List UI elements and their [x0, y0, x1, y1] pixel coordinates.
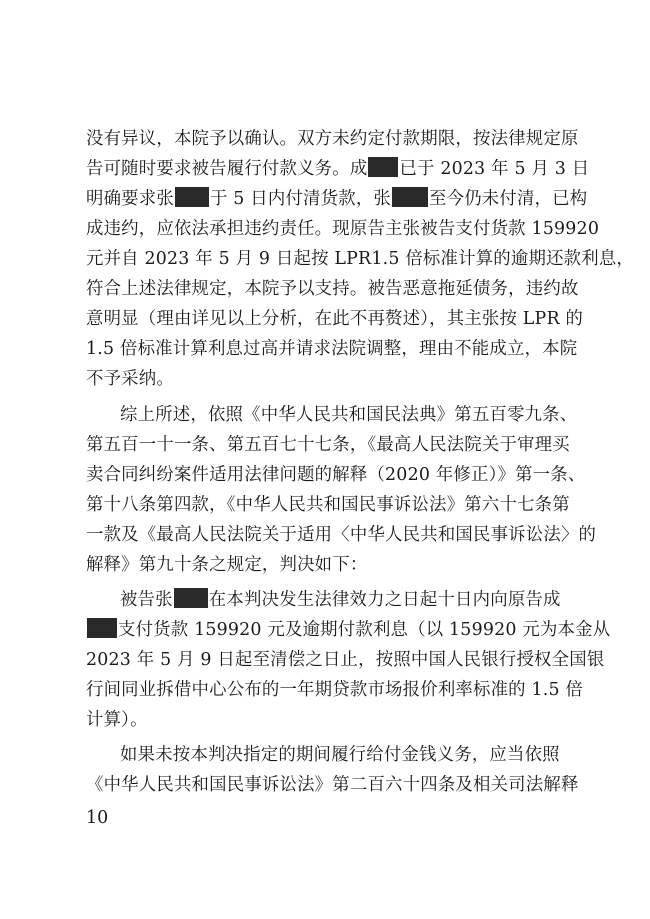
redaction-block — [175, 187, 209, 207]
text-fragment: 告可随时要求被告履行付款义务。成 — [86, 159, 368, 179]
redaction-block — [368, 157, 398, 177]
text-line: 意明显（理由详见以上分析，在此不再赘述），其主张按 LPR 的 — [86, 309, 584, 329]
text-line: 《中华人民共和国民事诉讼法》第二百六十四条及相关司法解释 — [86, 775, 579, 795]
text-line — [86, 157, 590, 181]
text-line: 一款及《最高人民法院关于适用〈中华人民共和国民事诉讼法〉的 — [86, 525, 597, 545]
redaction-block — [87, 618, 117, 638]
text-line: 第十八条第四款，《中华人民共和国民事诉讼法》第六十七条第 — [86, 495, 570, 515]
text-line: 解释》第九十条之规定，判决如下： — [86, 555, 368, 575]
text-line: 符合上述法律规定，本院予以支持。被告恶意拖延债务，违约故 — [86, 279, 579, 299]
text-line: 第五百一十一条、第五百七十七条，《最高人民法院关于审理买 — [86, 435, 570, 455]
text-fragment: 至今仍未付清，已构 — [429, 189, 588, 209]
text-line: 不予采纳。 — [86, 369, 174, 389]
text-line — [86, 618, 611, 642]
text-line: 成违约，应依法承担违约责任。现原告主张被告支付货款 159920 — [86, 219, 600, 239]
redaction-block — [392, 187, 428, 207]
page-number: 10 — [86, 808, 109, 828]
text-fragment: 明确要求张 — [86, 189, 174, 209]
redaction-block — [174, 588, 208, 608]
text-line: 如果未按本判决指定的期间履行给付金钱义务，应当依照 — [120, 745, 560, 765]
text-fragment: 已于 2023 年 5 月 3 日 — [399, 159, 590, 179]
text-line: 计算）。 — [86, 710, 148, 730]
text-line: 行间同业拆借中心公布的一年期贷款市场报价利率标准的 1.5 倍 — [86, 680, 584, 700]
text-line: 1.5 倍标准计算利息过高并请求法院调整，理由不能成立，本院 — [86, 339, 578, 359]
text-line: 2023 年 5 月 9 日起至清偿之日止，按照中国人民银行授权全国银 — [86, 650, 605, 670]
text-fragment: 被告张 — [120, 590, 173, 610]
text-line: 元并自 2023 年 5 月 9 日起按 LPR1.5 倍标准计算的逾期还款利息， — [86, 249, 635, 269]
text-fragment: 于 5 日内付清货款，张 — [209, 189, 392, 209]
text-fragment: 在本判决发生法律效力之日起十日内向原告成 — [208, 590, 561, 610]
text-line: 没有异议，本院予以确认。双方未约定付款期限，按法律规定原 — [86, 129, 579, 149]
text-fragment: 支付货款 159920 元及逾期付款利息（以 159920 元为本金从 — [118, 620, 611, 640]
text-line — [120, 588, 570, 612]
text-line: 卖合同纠纷案件适用法律问题的解释（2020 年修正）》第一条、 — [86, 465, 586, 485]
text-line — [86, 187, 588, 211]
text-line: 综上所述，依照《中华人民共和国民法典》第五百零九条、 — [120, 405, 578, 425]
